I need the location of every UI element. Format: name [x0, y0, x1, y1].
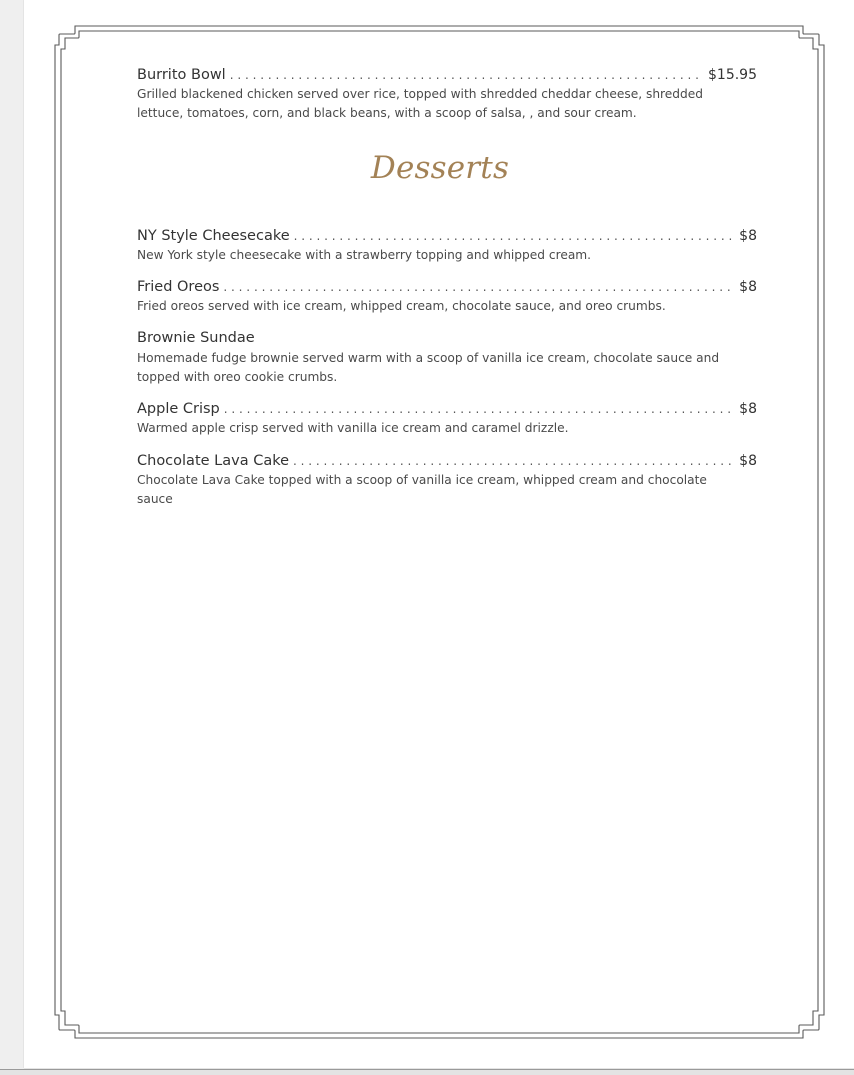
item-price: $8 — [739, 279, 757, 295]
item-description: Chocolate Lava Cake topped with a scoop of vanilla ice cream, whipped cream and chocolate sauce — [137, 473, 707, 506]
dot-leader — [294, 225, 736, 245]
item-header — [137, 225, 757, 245]
dot-leader — [224, 398, 735, 418]
item-price: $15.95 — [708, 67, 757, 83]
menu-item-fried-oreos — [137, 276, 757, 316]
menu-item-chocolate-lava-cake — [137, 450, 757, 508]
item-header — [137, 450, 757, 470]
item-header — [137, 64, 757, 84]
dot-leader — [230, 64, 704, 84]
item-name: Brownie Sundae — [137, 330, 255, 346]
dot-leader — [223, 276, 735, 296]
item-description: Fried oreos served with ice cream, whipped cream, chocolate sauce, and oreo crumbs. — [137, 299, 666, 313]
item-price: $8 — [739, 453, 757, 469]
item-header — [137, 276, 757, 296]
item-name: NY Style Cheesecake — [137, 228, 290, 244]
section-title-desserts: Desserts — [370, 150, 510, 186]
menu-item-ny-style-cheesecake — [137, 225, 757, 265]
bottom-scroll-edge — [0, 1069, 854, 1075]
menu-item-apple-crisp — [137, 398, 757, 438]
item-price: $8 — [739, 401, 757, 417]
item-name: Fried Oreos — [137, 279, 220, 295]
menu-item-brownie-sundae — [137, 328, 757, 386]
dot-leader — [293, 450, 735, 470]
item-description: Homemade fudge brownie served warm with a scoop of vanilla ice cream, chocolate sauce and topped with oreo cookie crumbs. — [137, 351, 720, 384]
item-header — [137, 328, 757, 348]
item-name: Apple Crisp — [137, 401, 220, 417]
item-description: Grilled blackened chicken served over rice, topped with shredded cheddar cheese, shredded lettuce, tomatoes, corn, and black beans, with a scoop of salsa, , and sour cream. — [137, 87, 704, 120]
menu-item-burrito-bowl — [137, 64, 757, 122]
item-name: Chocolate Lava Cake — [137, 453, 290, 469]
item-price: $8 — [739, 228, 757, 244]
item-description: New York style cheesecake with a strawberry topping and whipped cream. — [137, 248, 592, 262]
item-header — [137, 398, 757, 418]
item-description: Warmed apple crisp served with vanilla ice cream and caramel drizzle. — [137, 421, 569, 435]
item-name: Burrito Bowl — [137, 67, 226, 83]
